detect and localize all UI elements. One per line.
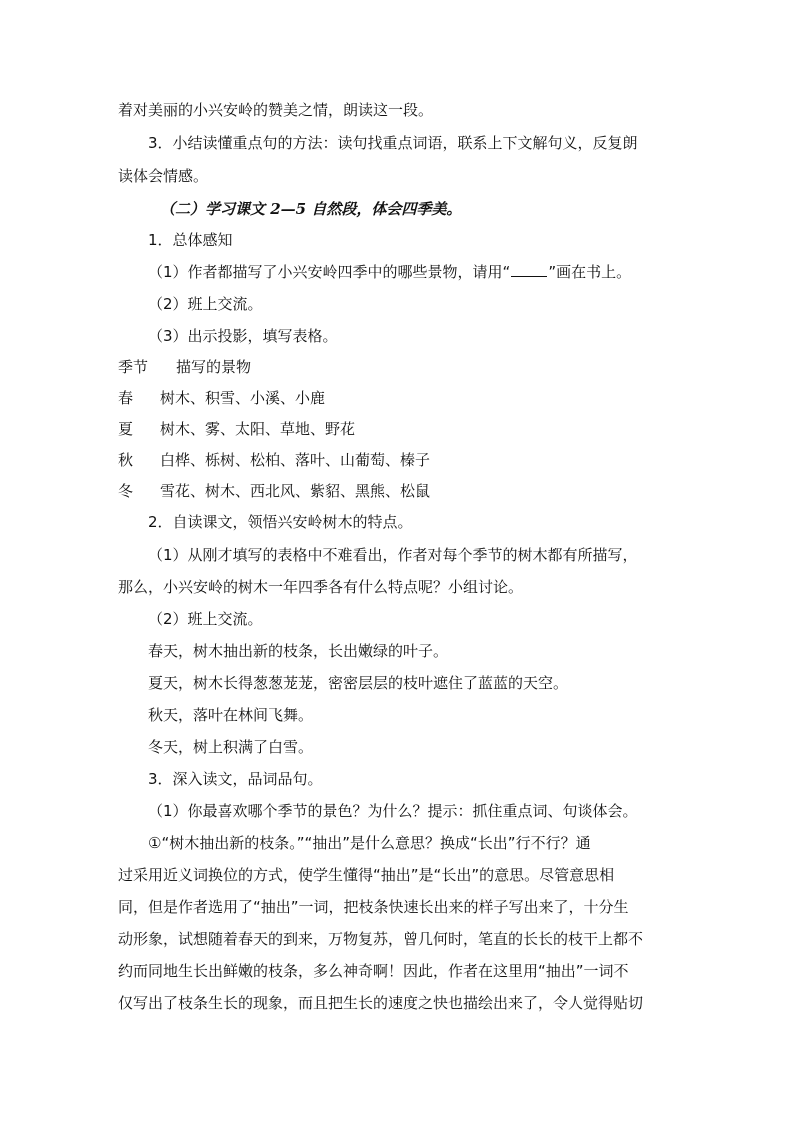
instruction-line <box>148 262 631 282</box>
season-sentence: 夏天，树木长得葱葱茏茏，密密层层的枝叶遮住了蓝蓝的天空。 <box>148 674 569 692</box>
paragraph-line: ①“树木抽出新的枝条。”“抽出”是什么意思？换成“长出”行不行？通 <box>148 834 591 852</box>
table-header-items: 描写的景物 <box>176 358 252 376</box>
items-cell: 雪花、树木、西北风、紫貂、黑熊、松鼠 <box>160 482 431 500</box>
table-row <box>118 481 518 501</box>
season-cell: 夏 <box>118 420 134 438</box>
season-sentence: 春天，树木抽出新的枝条，长出嫩绿的叶子。 <box>148 642 449 660</box>
table-header <box>118 357 252 377</box>
section-heading: （二）学习课文 2—5 自然段，体会四季美。 <box>160 200 462 218</box>
table-row <box>118 419 518 439</box>
paragraph-line: 同，但是作者选用了“抽出”一词，把枝条快速长出来的样子写出来了，十分生 <box>118 898 629 916</box>
table-row <box>118 450 518 470</box>
paragraph-line: 那么，小兴安岭的树木一年四季各有什么特点呢？小组讨论。 <box>118 578 524 596</box>
underline-blank <box>511 262 547 277</box>
summary-line: 3．小结读懂重点句的方法：读句找重点词语，联系上下文解句义，反复朗 <box>148 134 638 152</box>
instruction-text: （1）作者都描写了小兴安岭四季中的哪些景物，请用“ <box>148 263 511 281</box>
table-header-season: 季节 <box>118 358 149 376</box>
paragraph-line: 着对美丽的小兴安岭的赞美之情，朗读这一段。 <box>118 101 434 119</box>
instruction-text-end: ”画在书上。 <box>548 263 632 281</box>
step-heading: 3．深入读文，品词品句。 <box>148 770 323 788</box>
items-cell: 树木、雾、太阳、草地、野花 <box>160 420 356 438</box>
paragraph-line: 读体会情感。 <box>118 167 209 185</box>
instruction-line: （2）班上交流。 <box>148 295 263 313</box>
step-heading: 2．自读课文，领悟兴安岭树木的特点。 <box>148 513 413 531</box>
table-row <box>118 388 518 408</box>
instruction-line: （3）出示投影，填写表格。 <box>148 327 338 345</box>
items-cell: 白桦、栎树、松柏、落叶、山葡萄、榛子 <box>160 451 431 469</box>
paragraph-line: （1）从刚才填写的表格中不难看出，作者对每个季节的树木都有所描写， <box>148 546 638 564</box>
items-cell: 树木、积雪、小溪、小鹿 <box>160 389 326 407</box>
paragraph-line: 仅写出了枝条生长的现象，而且把生长的速度之快也描绘出来了，令人觉得贴切 <box>118 994 644 1012</box>
paragraph-line: 动形象，试想随着春天的到来，万物复苏，曾几何时，笔直的长长的枝干上都不 <box>118 930 644 948</box>
instruction-line: （1）你最喜欢哪个季节的景色？为什么？提示：抓住重点词、句谈体会。 <box>148 802 638 820</box>
season-cell: 秋 <box>118 451 134 469</box>
paragraph-line: 过采用近义词换位的方式，使学生懂得“抽出”是“长出”的意思。尽管意思相 <box>118 866 615 884</box>
instruction-line: （2）班上交流。 <box>148 610 263 628</box>
paragraph-line: 约而同地生长出鲜嫩的枝条，多么神奇啊！因此，作者在这里用“抽出”一词不 <box>118 962 629 980</box>
season-cell: 冬 <box>118 482 134 500</box>
season-sentence: 冬天，树上积满了白雪。 <box>148 738 314 756</box>
step-heading: 1．总体感知 <box>148 231 233 249</box>
season-cell: 春 <box>118 389 134 407</box>
season-sentence: 秋天，落叶在林间飞舞。 <box>148 706 314 724</box>
